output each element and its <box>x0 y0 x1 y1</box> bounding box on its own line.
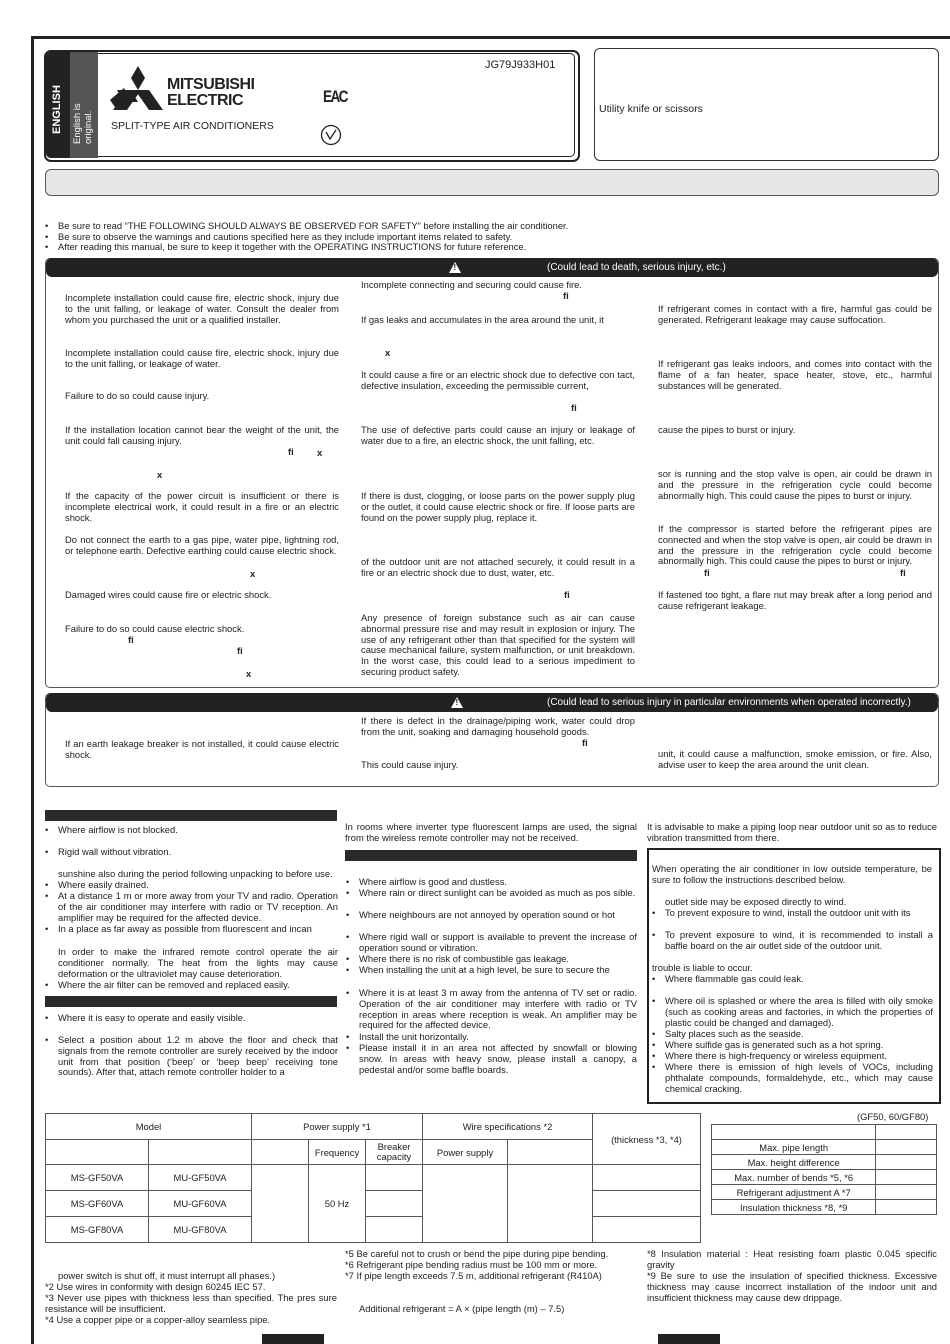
table-cell <box>252 1165 309 1243</box>
table-header-wire: Wire specifications *2 <box>423 1114 593 1140</box>
warning-text: If the compressor is started before the refrigerant pipes are connected and when the stop valve is open, air could be drawn in and the pressure in the refrigeration cycle could become abnormally high. This could cause the pipes to burst or injury. <box>658 523 932 567</box>
caution-triangle-icon <box>451 697 463 708</box>
ligature-fragment: fi <box>582 737 588 748</box>
mitsubishi-logo-icon <box>110 66 166 112</box>
table-cell <box>366 1165 423 1191</box>
spec-table <box>45 1113 701 1243</box>
warning-bar <box>46 258 938 277</box>
location-bullet: • Where there is no risk of combustible gas leakage. <box>359 954 637 965</box>
symbol-fragment: x <box>157 469 163 480</box>
caution-text: If there is defect in the drainage/piping work, water could drop from the unit, soaking and damaging household goods. <box>361 715 635 737</box>
location-bullet: • Where neighbours are not annoyed by operation sound or hot <box>359 910 637 921</box>
warning-text: Failure to do so could cause electric shock. <box>65 623 245 634</box>
low-temp-bullet: • To prevent exposure to wind, it is recommended to install a baffle board on the air outlet side of the outdoor unit. <box>665 930 933 952</box>
table-cell <box>366 1191 423 1217</box>
warning-text: Do not connect the earth to a gas pipe, water pipe, lightning rod, or telephone earth. Defective earthing could cause electric shock. <box>65 534 339 556</box>
table-header-thickness: (thickness *3, *4) <box>593 1114 701 1165</box>
location-bullet: • In a place as far away as possible from fluorescent and incan <box>58 924 338 935</box>
eac-mark-icon: EAC <box>322 87 347 106</box>
language-note: English is original. <box>72 103 94 144</box>
location-note: sunshine also during the period following unpacking to before use. <box>58 868 333 879</box>
refrigerant-formula: Additional refrigerant = A × (pipe length (m) – 7.5) <box>359 1303 565 1314</box>
ligature-fragment: fi <box>288 446 294 457</box>
footnote: *3 Never use pipes with thickness less than specified. The pres sure resistance will be insufficient. <box>45 1292 337 1314</box>
table-cell <box>46 1140 149 1165</box>
table-row <box>712 1185 937 1200</box>
caution-bar-label: (Could lead to serious injury in particular environments when operated incorrectly.) <box>547 697 911 708</box>
trouble-bullet: • Where oil is splashed or where the area is filled with oily smoke (such as cooking areas and factories, in which the properties of plastic could be changed and damaged). <box>665 996 933 1028</box>
ligature-fragment: fi <box>563 290 569 301</box>
language-label: ENGLISH <box>51 85 63 134</box>
caution-text: If an earth leakage breaker is not installed, it could cause electric shock. <box>65 738 339 760</box>
intro-bullet: • After reading this manual, be sure to keep it together with the OPERATING INSTRUCTIONS for future reference. <box>58 242 526 253</box>
outdoor-model: MU-GF50VA <box>149 1165 252 1191</box>
frequency-value: 50 Hz <box>309 1165 366 1243</box>
warning-text: sor is running and the stop valve is open, air could be drawn in and the pressure in the refrigeration cycle could become abnormally high. This could cause the pipes to burst or injury. <box>658 468 932 501</box>
table-header-model: Model <box>46 1114 252 1140</box>
remote-location-header <box>45 996 337 1007</box>
ligature-fragment: fi <box>900 567 906 578</box>
table-row <box>46 1191 701 1217</box>
table-cell <box>593 1165 701 1191</box>
location-bullet: • At a distance 1 m or more away from your TV and radio. Operation of the air conditioner may interfere with radio or TV reception. An amplifier may be required for the affected device. <box>58 891 338 923</box>
table-row <box>712 1155 937 1170</box>
table-header-power: Power supply *1 <box>252 1114 423 1140</box>
table-cell <box>423 1165 508 1243</box>
warning-text: Incomplete connecting and securing could cause fire. <box>361 279 582 290</box>
warning-text: of the outdoor unit are not attached securely, it could result in a fire or an electric shock due to dust, water, etc. <box>361 556 635 578</box>
ligature-fragment: fi <box>704 567 710 578</box>
table-header-wire-power: Power supply <box>423 1140 508 1165</box>
warning-text: Any presence of foreign substance such as air can cause abnormal pressure rise and may result in explosion or injury. The use of any refrigerant other than that specified for the system will cause mechanical failure, system malfunction, or unit breakdown. In the worst case, this could lead to a serious impediment to securing product safety. <box>361 612 635 677</box>
document-number: JG79J933H01 <box>485 59 556 71</box>
warning-triangle-icon <box>449 262 461 273</box>
table-cell <box>508 1140 593 1165</box>
product-subtitle: SPLIT-TYPE AIR CONDITIONERS <box>111 120 274 132</box>
warning-text: Failure to do so could cause injury. <box>65 390 210 401</box>
warning-text: Damaged wires could cause fire or electric shock. <box>65 589 272 600</box>
table-cell <box>149 1140 252 1165</box>
warning-text: If refrigerant gas leaks indoors, and comes into contact with the flame of a fan heater, space heater, stove, etc., harmful substances will be generated. <box>658 358 932 391</box>
pipe-row-label: Max. height difference <box>712 1155 876 1170</box>
location-note: In order to make the infrared remote control operate the air conditioner normally. The heat from the lights may cause deformation or the ultraviolet may cause deterioration. <box>58 946 338 979</box>
location-bullet: • When installing the unit at a high level, be sure to secure the <box>359 965 637 976</box>
symbol-fragment: x <box>385 347 391 358</box>
location-bullet: • Where airflow is not blocked. <box>58 825 338 836</box>
footnote: *8 Insulation material : Heat resisting foam plastic 0.045 specific gravity <box>647 1248 937 1270</box>
symbol-fragment: x <box>246 668 252 679</box>
footnote: *9 Be sure to use the insulation of specified thickness. Excessive thickness may cause incorrect installation of the indoor unit and insufficient thickness may cause dew drippage. <box>647 1270 937 1303</box>
language-tab <box>46 52 98 158</box>
location-bullet: • Please install it in an area not affected by snowfall or blowing snow. In areas with heavy snow, please install a canopy, a pedestal and/or some baffle boards. <box>359 1043 637 1075</box>
trouble-bullet: • Where there is emission of high levels of VOCs, including phthalate compounds, formaldehyde, etc., which may cause chemical cracking. <box>665 1062 933 1094</box>
brand-name-line1: MITSUBISHI <box>167 76 255 93</box>
table-row <box>712 1200 937 1215</box>
table-cell <box>366 1217 423 1243</box>
pipe-table-header: (GF50, 60/GF80) <box>857 1111 929 1122</box>
warning-text: If fastened too tight, a flare nut may break after a long period and cause refrigerant leakage. <box>658 589 932 611</box>
warning-text: Incomplete installation could cause fire, electric shock, injury due to the unit falling, or leakage of water. Consult the dealer from whom you purchased the unit or a qualified installer. <box>65 292 339 325</box>
table-row <box>712 1170 937 1185</box>
outdoor-location-header <box>345 850 637 861</box>
trouble-bullet: • Where sulfide gas is generated such as a hot spring. <box>665 1040 933 1051</box>
brand-name-line2: ELECTRIC <box>167 92 243 109</box>
location-bullet: • Where it is at least 3 m away from the antenna of TV set or radio. Operation of the air conditioner may interfere with radio or TV reception in areas where reception is weak. An amplifier may be required for the affected device. <box>359 988 637 1031</box>
table-row <box>46 1217 701 1243</box>
location-bullet: • Where it is easy to operate and easily visible. <box>58 1013 338 1024</box>
symbol-fragment: x <box>250 568 256 579</box>
page-frame-left <box>31 36 34 1344</box>
caution-text: This could cause injury. <box>361 759 459 770</box>
indoor-location-header <box>45 810 337 821</box>
location-note: It is advisable to make a piping loop near outdoor unit so as to reduce vibration transmitted from there. <box>647 821 937 843</box>
pipe-row-label: Max. pipe length <box>712 1140 876 1155</box>
ligature-fragment: fi <box>128 634 134 645</box>
pipe-row-label: Insulation thickness *8, *9 <box>712 1200 876 1215</box>
indoor-model: MS-GF50VA <box>46 1165 149 1191</box>
intro-bullet: • Be sure to observe the warnings and cautions specified here as they include important items related to safety. <box>58 232 512 243</box>
certification-mark-icon <box>320 124 342 146</box>
indoor-model: MS-GF80VA <box>46 1217 149 1243</box>
section-title-bar <box>45 169 939 196</box>
trouble-bullet: • Where flammable gas could leak. <box>665 974 933 985</box>
pipe-row-label: Refrigerant adjustment A *7 <box>712 1185 876 1200</box>
ligature-fragment: fi <box>571 402 577 413</box>
footnote: *7 If pipe length exceeds 7.5 m, additional refrigerant (R410A) <box>345 1270 602 1281</box>
warning-text: If the capacity of the power circuit is insufficient or there is incomplete electrical work, it could result in a fire or an electric shock. <box>65 490 339 523</box>
location-bullet: • Select a position about 1.2 m above the floor and check that signals from the remote controller are surely received by the indoor unit from that position (‘beep’ or ‘beep beep’ receiving tone sounds). After that, attach remote controller holder to a <box>58 1035 338 1078</box>
ligature-fragment: fi <box>564 589 570 600</box>
footer-tab-right <box>658 1334 720 1344</box>
location-bullet: • Where rain or direct sunlight can be avoided as much as pos sible. <box>359 888 637 899</box>
warning-text: Incomplete installation could cause fire, electric shock, injury due to the unit falling, or leakage of water. <box>65 347 339 369</box>
warning-bar-label: (Could lead to death, serious injury, etc.) <box>547 262 726 273</box>
table-cell <box>593 1191 701 1217</box>
intro-bullet: • Be sure to read “THE FOLLOWING SHOULD ALWAYS BE OBSERVED FOR SAFETY” before installing the air conditioner. <box>58 221 568 232</box>
location-bullet: • Where the air filter can be removed and replaced easily. <box>58 980 338 991</box>
symbol-fragment: x <box>317 447 323 458</box>
location-bullet: • Where easily drained. <box>58 880 338 891</box>
outdoor-model: MU-GF60VA <box>149 1191 252 1217</box>
warning-text: cause the pipes to burst or injury. <box>658 424 796 435</box>
low-temp-note: outlet side may be exposed directly to wind. <box>665 896 847 907</box>
footnote: *6 Refrigerant pipe bending radius must be 100 mm or more. <box>345 1259 598 1270</box>
table-cell <box>508 1165 593 1243</box>
footnote: *5 Be careful not to crush or bend the pipe during pipe bending. <box>345 1248 609 1259</box>
low-temp-bullet: • To prevent exposure to wind, install the outdoor unit with its <box>665 908 935 919</box>
table-row <box>46 1165 701 1191</box>
location-bullet: • Where rigid wall or support is available to prevent the increase of operation sound or vibration. <box>359 932 637 954</box>
table-header-breaker: Breaker capacity <box>366 1140 423 1165</box>
footnote: *4 Use a copper pipe or a copper-alloy seamless pipe. <box>45 1314 271 1325</box>
warning-text: If gas leaks and accumulates in the area around the unit, it <box>361 314 604 325</box>
ligature-fragment: fi <box>237 645 243 656</box>
location-bullet: • Install the unit horizontally. <box>359 1032 637 1043</box>
pipe-table <box>711 1124 937 1215</box>
tool-item-knife: Utility knife or scissors <box>599 103 703 115</box>
warning-text: The use of defective parts could cause an injury or leakage of water due to a fire, an electric shock, the unit falling, etc. <box>361 424 635 446</box>
location-note: In rooms where inverter type fluorescent lamps are used, the signal from the wireless remote controller may not be received. <box>345 821 637 843</box>
warning-text: If there is dust, clogging, or loose parts on the power supply plug or the outlet, it could cause electric shock or fire. If loose parts are found on the power supply plug, replace it. <box>361 490 635 523</box>
warning-text: It could cause a fire or an electric shock due to defective con tact, defective insulation, exceeding the permissible current, <box>361 369 635 391</box>
trouble-bullet: • Where there is high-frequency or wireless equipment. <box>665 1051 933 1062</box>
footer-tab-left <box>262 1334 324 1344</box>
table-header-frequency: Frequency <box>309 1140 366 1165</box>
footnote: *2 Use wires in conformity with design 60245 IEC 57. <box>45 1281 266 1292</box>
warning-text: If the installation location cannot bear the weight of the unit, the unit could fall causing injury. <box>65 424 339 446</box>
table-cell <box>252 1140 309 1165</box>
warning-text: If refrigerant comes in contact with a fire, harmful gas could be generated. Refrigerant leakage may cause suffocation. <box>658 303 932 325</box>
indoor-model: MS-GF60VA <box>46 1191 149 1217</box>
table-cell <box>593 1217 701 1243</box>
caution-text: unit, it could cause a malfunction, smoke emission, or fire. Also, advise user to keep the area around the unit clean. <box>658 748 932 770</box>
pipe-row-label: Max. number of bends *5, *6 <box>712 1170 876 1185</box>
page-frame-top <box>31 36 950 39</box>
trouble-bullet: • Salty places such as the seaside. <box>665 1029 933 1040</box>
trouble-intro: trouble is liable to occur. <box>652 962 753 973</box>
outdoor-model: MU-GF80VA <box>149 1217 252 1243</box>
table-row <box>712 1140 937 1155</box>
location-bullet: • Where airflow is good and dustless. <box>359 877 637 888</box>
footnote: power switch is shut off, it must interrupt all phases.) <box>58 1270 276 1281</box>
location-bullet: • Rigid wall without vibration. <box>58 847 338 858</box>
low-temp-intro: When operating the air conditioner in low outside temperature, be sure to follow the instructions described below. <box>652 863 932 885</box>
